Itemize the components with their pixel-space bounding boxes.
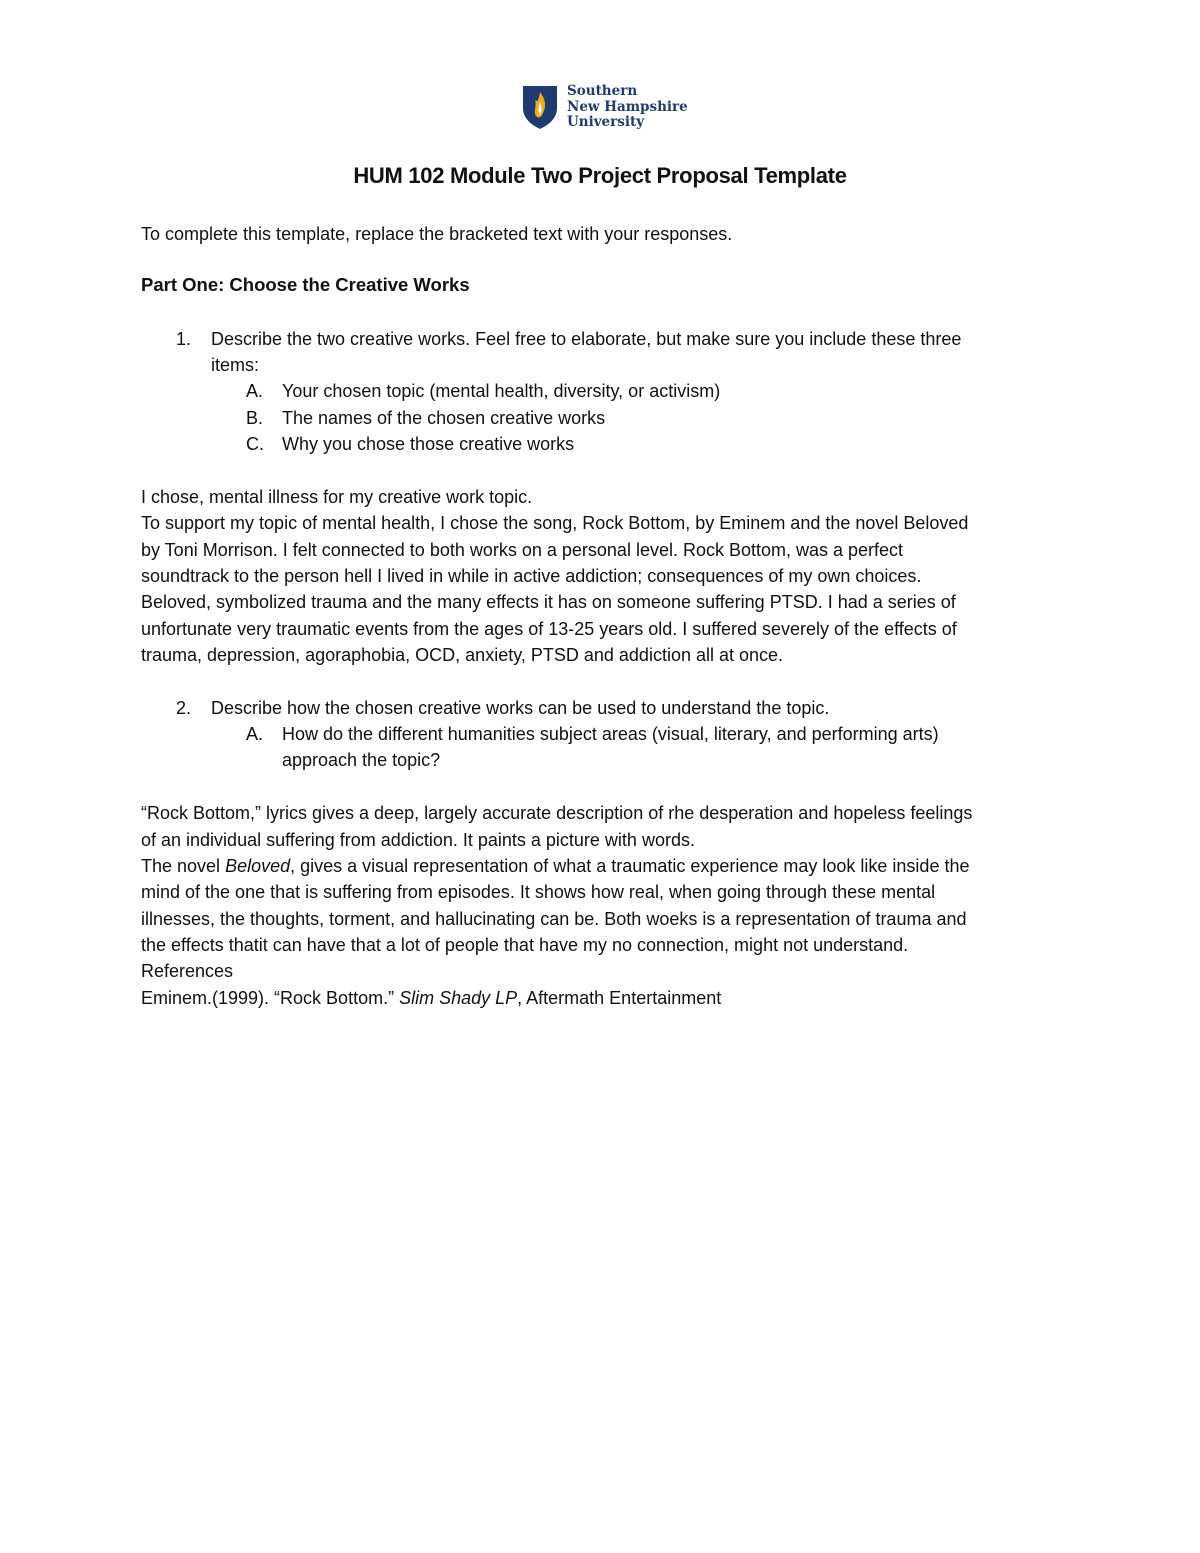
university-logo	[521, 84, 721, 134]
answer-2-line-4: mind of the one that is suffering from episodes. It shows how real, when going through these mental	[141, 882, 936, 902]
answer-2-line-3	[141, 853, 1081, 880]
q2-subitem-a-line-1: How do the different humanities subject areas (visual, literary, and performing arts)	[282, 724, 939, 744]
answer-1-line-4: soundtrack to the person hell I lived in while in active addiction; consequences of my own choices.	[141, 566, 922, 586]
subitem-c-letter: C.	[246, 434, 264, 454]
logo-line-3: University	[567, 114, 645, 130]
q2-subitem-a-line-2: approach the topic?	[282, 750, 441, 770]
citation-before: Eminem.(1999). “Rock Bottom.”	[141, 988, 400, 1008]
subitem-b-letter: B.	[246, 408, 264, 428]
logo-line-2: New Hampshire	[567, 98, 688, 115]
answer-1-line-3: by Toni Morrison. I felt connected to both works on a personal level. Rock Bottom, was a perfect	[141, 540, 904, 560]
answer-2-line-6: the effects thatit can have that a lot of people that have my no connection, might not understand.	[141, 935, 909, 955]
subitem-a-text: Your chosen topic (mental health, diversity, or activism)	[282, 381, 721, 401]
question-2-line-1: Describe how the chosen creative works can be used to understand the topic.	[211, 698, 830, 718]
subitem-a-letter: A.	[246, 381, 264, 401]
subitem-c-text: Why you chose those creative works	[282, 434, 575, 454]
answer-2-line-3-before: The novel	[141, 856, 226, 876]
references-heading: References	[141, 961, 234, 981]
q2-subitem-a-letter: A.	[246, 724, 264, 744]
answer-1-line-1: I chose, mental illness for my creative work topic.	[141, 487, 533, 507]
logo-wordmark	[567, 84, 688, 131]
answer-1-line-5: Beloved, symbolized trauma and the many effects it has on someone suffering PTSD. I had a series of	[141, 592, 956, 612]
question-2-number: 2.	[176, 698, 192, 718]
answer-1-line-6: unfortunate very traumatic events from the ages of 13-25 years old. I suffered severely of the effects of	[141, 619, 957, 639]
answer-2-line-5: illnesses, the thoughts, torment, and hallucinating can be. Both woeks is a representation of trauma and	[141, 909, 967, 929]
instructions: To complete this template, replace the bracketed text with your responses.	[141, 224, 733, 244]
question-1-line-1: Describe the two creative works. Feel free to elaborate, but make sure you include these three	[211, 329, 962, 349]
logo-line-1: Southern	[567, 83, 638, 99]
answer-2-line-3-after: , gives a visual representation of what a traumatic experience may look like inside the	[290, 856, 970, 876]
album-title: Slim Shady LP	[399, 988, 518, 1008]
answer-2-line-1: “Rock Bottom,” lyrics gives a deep, largely accurate description of rhe desperation and hopeless feelings	[141, 803, 973, 823]
shield-flame-icon	[521, 84, 559, 130]
answer-1-line-7: trauma, depression, agoraphobia, OCD, anxiety, PTSD and addiction all at once.	[141, 645, 784, 665]
document-title: HUM 102 Module Two Project Proposal Template	[353, 163, 847, 188]
citation-after: , Aftermath Entertainment	[517, 988, 722, 1008]
reference-citation	[141, 985, 1081, 1012]
answer-1-line-2: To support my topic of mental health, I chose the song, Rock Bottom, by Eminem and the novel Beloved	[141, 513, 969, 533]
answer-2-line-2: of an individual suffering from addiction. It paints a picture with words.	[141, 830, 695, 850]
subitem-b-text: The names of the chosen creative works	[282, 408, 606, 428]
part-one-heading: Part One: Choose the Creative Works	[141, 274, 470, 295]
question-1-line-2: items:	[211, 355, 260, 375]
question-1-number: 1.	[176, 329, 192, 349]
beloved-title: Beloved	[225, 856, 291, 876]
